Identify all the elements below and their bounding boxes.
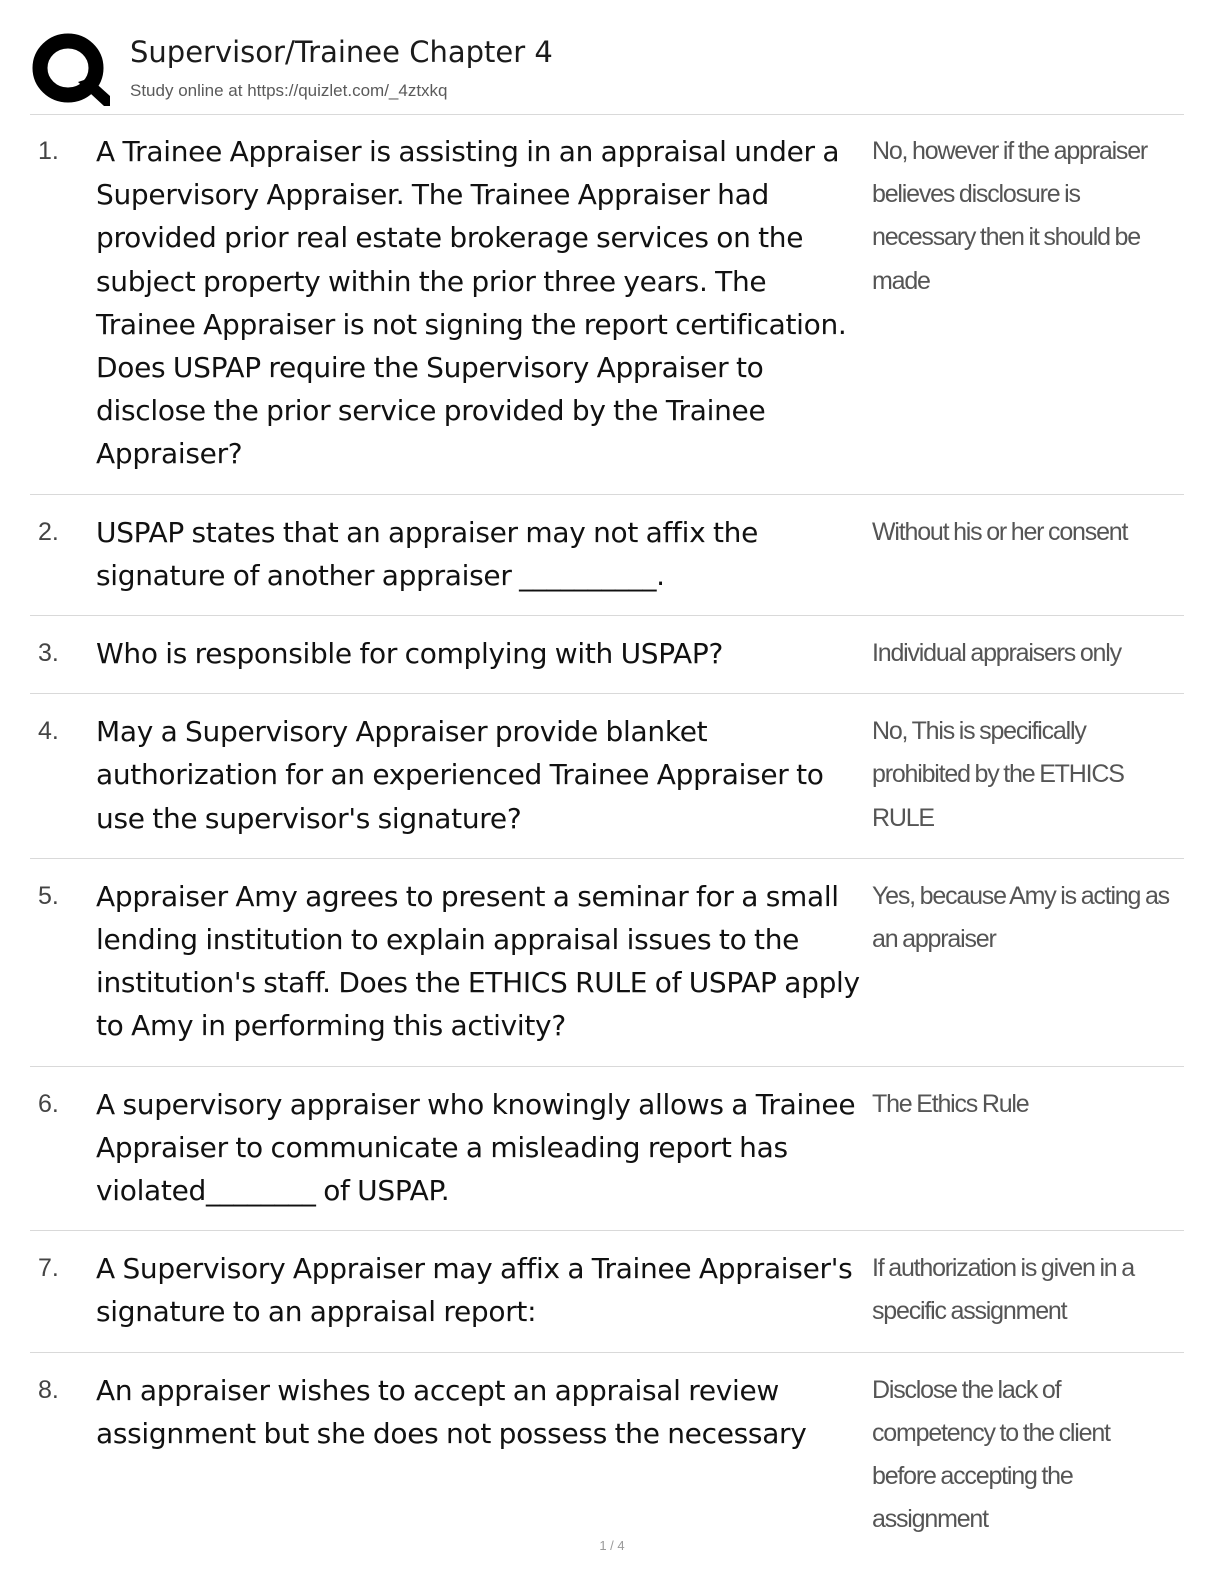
page-indicator: 1 / 4 xyxy=(599,1538,625,1553)
flashcard-row xyxy=(30,1353,1184,1560)
card-definition: Without his or her consent xyxy=(872,517,1128,546)
card-term: A Trainee Appraiser is assisting in an appraisal under a Supervisory Appraiser. The Trainee Appraiser had provided prior real estate brokerage services on the subject property within the prior three years. The Trainee Appraiser is not signing the report certification. Does USPAP require the Supervisory Appraiser to disclose the prior service provided by the Trainee Appraiser? xyxy=(96,135,847,471)
page-title: Supervisor/Trainee Chapter 4 xyxy=(130,35,553,69)
card-term: A Supervisory Appraiser may affix a Trainee Appraiser's signature to an appraisal report: xyxy=(96,1252,853,1329)
card-number: 2. xyxy=(38,517,59,546)
card-definition: Individual appraisers only xyxy=(872,639,1121,668)
card-number: 3. xyxy=(38,639,59,668)
card-number: 1. xyxy=(38,137,59,165)
card-number: 8. xyxy=(38,1375,59,1404)
card-number: 5. xyxy=(38,881,59,910)
card-number: 6. xyxy=(38,1089,59,1118)
card-definition: Yes, because Amy is acting as an appraiser xyxy=(872,881,1169,954)
flashcard-row xyxy=(30,495,1184,616)
card-number: 7. xyxy=(38,1254,59,1283)
page-header xyxy=(30,28,1184,115)
card-term: Who is responsible for complying with USPAP? xyxy=(96,637,724,671)
quizlet-logo-icon xyxy=(32,32,110,108)
flashcard-row xyxy=(30,616,1184,694)
flashcard-row xyxy=(30,1067,1184,1232)
flashcard-row xyxy=(30,859,1184,1067)
card-definition: No, however if the appraiser believes disclosure is necessary then it should be made xyxy=(872,137,1148,295)
card-definition: Disclose the lack of competency to the client before accepting the assignment xyxy=(872,1375,1110,1534)
card-term: May a Supervisory Appraiser provide blanket authorization for an experienced Trainee Appraiser to use the supervisor's signature? xyxy=(96,715,824,835)
card-definition: The Ethics Rule xyxy=(872,1089,1029,1118)
card-term: Appraiser Amy agrees to present a seminar for a small lending institution to explain appraisal issues to the institution's staff. Does the ETHICS RULE of USPAP apply to Amy in performing this activity? xyxy=(96,879,860,1043)
card-term: An appraiser wishes to accept an appraisal review assignment but she does not possess the necessary xyxy=(96,1373,807,1450)
flashcard-list xyxy=(30,114,1184,1559)
card-number: 4. xyxy=(38,717,59,746)
card-definition: No, This is specifically prohibited by the ETHICS RULE xyxy=(872,717,1124,832)
flashcard-row xyxy=(30,1231,1184,1352)
flashcard-row xyxy=(30,114,1184,495)
study-online-link[interactable]: Study online at https://quizlet.com/_4ztxkq xyxy=(130,81,448,100)
card-definition: If authorization is given in a specific assignment xyxy=(872,1254,1134,1326)
card-term: USPAP states that an appraiser may not affix the signature of another appraiser __________. xyxy=(96,515,759,592)
card-term: A supervisory appraiser who knowingly allows a Trainee Appraiser to communicate a misleading report has violated________ of USPAP. xyxy=(96,1087,856,1208)
flashcard-row xyxy=(30,694,1184,859)
